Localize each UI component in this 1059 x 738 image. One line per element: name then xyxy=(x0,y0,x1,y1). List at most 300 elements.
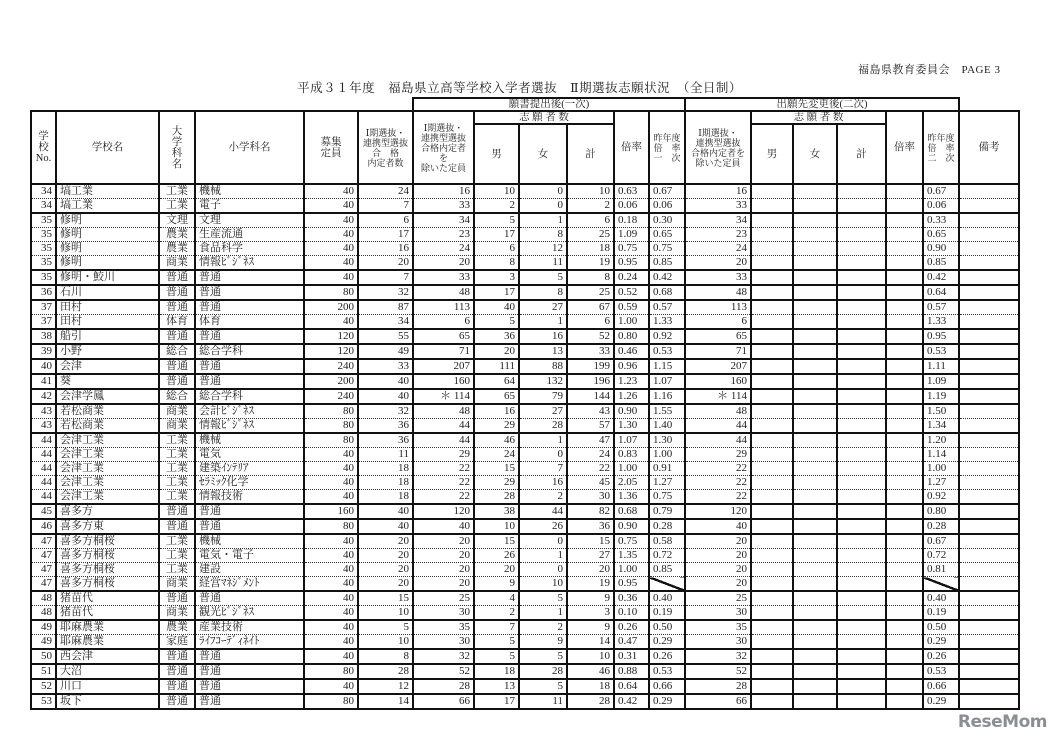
cell-prev-ratio-1: 0.53 xyxy=(649,664,685,679)
cell-ratio-1: 0.63 xyxy=(614,184,649,199)
cell-school-no: 48 xyxy=(31,591,56,606)
cell-prev-ratio-2 xyxy=(923,577,959,592)
cell-female-2 xyxy=(793,419,837,434)
cell-school-name: 会津学鳳 xyxy=(56,389,159,404)
cell-prev-ratio-2: 0.92 xyxy=(923,490,959,505)
cell-total-1: 46 xyxy=(567,664,614,679)
cell-passed-count: 8 xyxy=(358,649,413,664)
cell-total-2 xyxy=(837,490,886,505)
cell-total-1: 67 xyxy=(567,300,614,315)
cell-quota: 40 xyxy=(304,315,358,330)
cell-quota: 120 xyxy=(304,344,358,359)
cell-total-1: 30 xyxy=(567,490,614,505)
cell-remaining-capacity-1: 29 xyxy=(413,448,474,462)
cell-total-2 xyxy=(837,476,886,490)
cell-remaining-capacity-2: 44 xyxy=(685,419,751,434)
cell-remaining-capacity-1: 48 xyxy=(413,404,474,419)
cell-department: 普通 xyxy=(159,679,195,694)
table-row xyxy=(31,679,1019,694)
cell-remaining-capacity-2: 30 xyxy=(685,606,751,621)
cell-prev-ratio-1: 0.06 xyxy=(649,199,685,214)
cell-remaining-capacity-2: 65 xyxy=(685,329,751,344)
cell-passed-count: 32 xyxy=(358,285,413,300)
cell-prev-ratio-1: 0.42 xyxy=(649,270,685,285)
cell-total-1: 19 xyxy=(567,577,614,592)
cell-quota: 40 xyxy=(304,620,358,635)
cell-ratio-2 xyxy=(886,285,923,300)
cell-ratio-1: 0.64 xyxy=(614,679,649,694)
cell-male-1: 65 xyxy=(474,389,519,404)
cell-prev-ratio-1: 0.91 xyxy=(649,462,685,476)
cell-male-1: 8 xyxy=(474,256,519,271)
cell-school-no: 44 xyxy=(31,462,56,476)
cell-prev-ratio-1: 1.30 xyxy=(649,433,685,448)
cell-school-no: 47 xyxy=(31,549,56,563)
cell-department: 工業 xyxy=(159,199,195,214)
cell-course: 普通 xyxy=(195,694,304,709)
cell-notes xyxy=(959,549,1019,563)
cell-prev-ratio-1: 0.30 xyxy=(649,213,685,228)
cell-male-2 xyxy=(751,679,793,694)
cell-department: 普通 xyxy=(159,359,195,374)
cell-male-2 xyxy=(751,270,793,285)
cell-total-2 xyxy=(837,242,886,256)
cell-total-2 xyxy=(837,359,886,374)
cell-remaining-capacity-2: 113 xyxy=(685,300,751,315)
cell-school-no: 53 xyxy=(31,694,56,709)
cell-male-2 xyxy=(751,359,793,374)
cell-school-name: 猪苗代 xyxy=(56,591,159,606)
cell-ratio-1: 0.31 xyxy=(614,649,649,664)
cell-male-1: 15 xyxy=(474,534,519,549)
cell-ratio-2 xyxy=(886,213,923,228)
cell-prev-ratio-1: 0.65 xyxy=(649,228,685,242)
cell-remaining-capacity-2: 48 xyxy=(685,285,751,300)
cell-quota: 240 xyxy=(304,359,358,374)
cell-passed-count: 20 xyxy=(358,256,413,271)
cell-quota: 80 xyxy=(304,664,358,679)
cell-quota: 40 xyxy=(304,563,358,577)
cell-prev-ratio-2: 0.67 xyxy=(923,534,959,549)
cell-school-no: 51 xyxy=(31,664,56,679)
table-row xyxy=(31,329,1019,344)
cell-male-1: 5 xyxy=(474,315,519,330)
cell-total-2 xyxy=(837,448,886,462)
cell-male-1: 4 xyxy=(474,591,519,606)
cell-remaining-capacity-2: 52 xyxy=(685,664,751,679)
cell-school-no: 44 xyxy=(31,490,56,505)
cell-male-1: 2 xyxy=(474,199,519,214)
cell-female-2 xyxy=(793,606,837,621)
cell-male-2 xyxy=(751,256,793,271)
cell-male-1: 5 xyxy=(474,649,519,664)
cell-male-2 xyxy=(751,329,793,344)
cell-total-2 xyxy=(837,213,886,228)
cell-school-name: 喜多方桐桜 xyxy=(56,563,159,577)
table-row xyxy=(31,664,1019,679)
cell-ratio-2 xyxy=(886,419,923,434)
cell-male-2 xyxy=(751,549,793,563)
cell-female-1: 0 xyxy=(519,534,567,549)
cell-total-2 xyxy=(837,504,886,519)
cell-remaining-capacity-1: 120 xyxy=(413,504,474,519)
cell-female-1: 9 xyxy=(519,635,567,650)
cell-ratio-1: 0.95 xyxy=(614,577,649,592)
cell-total-2 xyxy=(837,519,886,534)
cell-male-2 xyxy=(751,374,793,389)
cell-female-1: 44 xyxy=(519,504,567,519)
cell-notes xyxy=(959,563,1019,577)
cell-notes xyxy=(959,490,1019,505)
cell-male-1: 64 xyxy=(474,374,519,389)
cell-male-2 xyxy=(751,448,793,462)
cell-quota: 40 xyxy=(304,270,358,285)
cell-ratio-2 xyxy=(886,315,923,330)
cell-course: 普通 xyxy=(195,504,304,519)
cell-female-2 xyxy=(793,679,837,694)
cell-passed-count: 40 xyxy=(358,389,413,404)
header-prev-ratio-2: 昨年度 倍 率 二 次 xyxy=(923,111,959,184)
cell-male-2 xyxy=(751,419,793,434)
cell-prev-ratio-1: 0.67 xyxy=(649,184,685,199)
cell-male-2 xyxy=(751,389,793,404)
cell-total-2 xyxy=(837,620,886,635)
cell-ratio-1: 0.75 xyxy=(614,242,649,256)
cell-prev-ratio-1: 0.75 xyxy=(649,242,685,256)
cell-female-1: 1 xyxy=(519,315,567,330)
cell-prev-ratio-2: 0.28 xyxy=(923,519,959,534)
cell-passed-count: 32 xyxy=(358,404,413,419)
cell-prev-ratio-2: 0.64 xyxy=(923,285,959,300)
cell-prev-ratio-1: 0.79 xyxy=(649,504,685,519)
cell-remaining-capacity-2: 23 xyxy=(685,228,751,242)
cell-school-name: 修明 xyxy=(56,228,159,242)
cell-total-1: 33 xyxy=(567,344,614,359)
cell-prev-ratio-2: 0.81 xyxy=(923,563,959,577)
cell-prev-ratio-1: 0.28 xyxy=(649,519,685,534)
cell-total-2 xyxy=(837,563,886,577)
cell-prev-ratio-2: 0.26 xyxy=(923,649,959,664)
cell-ratio-2 xyxy=(886,635,923,650)
cell-total-2 xyxy=(837,285,886,300)
cell-remaining-capacity-2: 22 xyxy=(685,476,751,490)
cell-quota: 40 xyxy=(304,649,358,664)
cell-school-name: 修明 xyxy=(56,213,159,228)
cell-school-no: 47 xyxy=(31,563,56,577)
cell-notes xyxy=(959,300,1019,315)
cell-male-1: 2 xyxy=(474,606,519,621)
cell-department: 農業 xyxy=(159,228,195,242)
cell-quota: 200 xyxy=(304,300,358,315)
cell-remaining-capacity-1: 20 xyxy=(413,256,474,271)
header-department: 大 学 科 名 xyxy=(159,111,195,184)
organization-page-label: 福島県教育委員会 PAGE 3 xyxy=(858,64,1001,76)
cell-male-1: 17 xyxy=(474,228,519,242)
cell-remaining-capacity-2: 40 xyxy=(685,519,751,534)
header-passed-count: Ⅰ期選抜・ 連携型選抜 合 格 内定者数 xyxy=(358,111,413,184)
cell-ratio-1: 0.52 xyxy=(614,285,649,300)
cell-department: 工業 xyxy=(159,534,195,549)
cell-notes xyxy=(959,285,1019,300)
cell-course: 電子 xyxy=(195,199,304,214)
cell-ratio-1: 1.30 xyxy=(614,419,649,434)
cell-prev-ratio-1: 0.72 xyxy=(649,549,685,563)
cell-remaining-capacity-1: 28 xyxy=(413,679,474,694)
cell-quota: 80 xyxy=(304,404,358,419)
cell-notes xyxy=(959,679,1019,694)
cell-notes xyxy=(959,591,1019,606)
cell-department: 体育 xyxy=(159,315,195,330)
cell-female-1: 27 xyxy=(519,300,567,315)
cell-remaining-capacity-1: 44 xyxy=(413,419,474,434)
cell-course: 情報技術 xyxy=(195,490,304,505)
cell-remaining-capacity-1: 22 xyxy=(413,462,474,476)
cell-passed-count: 20 xyxy=(358,549,413,563)
cell-school-name: 会津工業 xyxy=(56,490,159,505)
cell-total-2 xyxy=(837,184,886,199)
cell-prev-ratio-1: 0.26 xyxy=(649,649,685,664)
cell-total-1: 47 xyxy=(567,433,614,448)
cell-remaining-capacity-1: 6 xyxy=(413,315,474,330)
cell-notes xyxy=(959,476,1019,490)
cell-course: 建設 xyxy=(195,563,304,577)
cell-school-no: 35 xyxy=(31,228,56,242)
cell-course: 普通 xyxy=(195,664,304,679)
cell-quota: 80 xyxy=(304,285,358,300)
cell-school-no: 35 xyxy=(31,242,56,256)
cell-prev-ratio-1: 1.07 xyxy=(649,374,685,389)
cell-remaining-capacity-1: 66 xyxy=(413,694,474,709)
cell-school-name: 坂下 xyxy=(56,694,159,709)
cell-female-2 xyxy=(793,476,837,490)
cell-male-1: 9 xyxy=(474,577,519,592)
cell-passed-count: 18 xyxy=(358,462,413,476)
cell-total-1: 36 xyxy=(567,519,614,534)
cell-prev-ratio-2: 1.00 xyxy=(923,462,959,476)
header-male-2: 男 xyxy=(751,124,793,184)
cell-school-no: 49 xyxy=(31,620,56,635)
cell-prev-ratio-2: 1.14 xyxy=(923,448,959,462)
cell-course: 普通 xyxy=(195,359,304,374)
cell-male-1: 28 xyxy=(474,490,519,505)
cell-ratio-1: 0.24 xyxy=(614,270,649,285)
cell-total-2 xyxy=(837,649,886,664)
cell-notes xyxy=(959,199,1019,214)
header-total-1: 計 xyxy=(567,124,614,184)
cell-notes xyxy=(959,664,1019,679)
cell-course: 普通 xyxy=(195,591,304,606)
cell-total-1: 20 xyxy=(567,563,614,577)
cell-total-2 xyxy=(837,591,886,606)
cell-total-2 xyxy=(837,270,886,285)
cell-passed-count: 33 xyxy=(358,359,413,374)
cell-remaining-capacity-1: 20 xyxy=(413,534,474,549)
cell-school-name: 船引 xyxy=(56,329,159,344)
cell-remaining-capacity-1: 34 xyxy=(413,213,474,228)
cell-total-1: 25 xyxy=(567,285,614,300)
cell-school-no: 52 xyxy=(31,679,56,694)
cell-female-2 xyxy=(793,549,837,563)
cell-female-1: 2 xyxy=(519,620,567,635)
cell-remaining-capacity-2: 20 xyxy=(685,256,751,271)
cell-remaining-capacity-2: 28 xyxy=(685,679,751,694)
page-title-text: 平成３１年度 福島県立高等学校入学者選抜 Ⅱ期選抜志願状況 （全日制） xyxy=(297,81,742,95)
cell-notes xyxy=(959,448,1019,462)
cell-course: 普通 xyxy=(195,285,304,300)
cell-ratio-2 xyxy=(886,490,923,505)
cell-passed-count: 14 xyxy=(358,694,413,709)
cell-male-1: 10 xyxy=(474,184,519,199)
cell-total-1: 15 xyxy=(567,534,614,549)
cell-remaining-capacity-2: ＊ 114 xyxy=(685,389,751,404)
cell-school-name: 小野 xyxy=(56,344,159,359)
cell-ratio-2 xyxy=(886,184,923,199)
cell-ratio-1: 1.36 xyxy=(614,490,649,505)
cell-remaining-capacity-2: 120 xyxy=(685,504,751,519)
cell-prev-ratio-1: 1.33 xyxy=(649,315,685,330)
cell-total-1: 2 xyxy=(567,199,614,214)
cell-school-name: 田村 xyxy=(56,315,159,330)
cell-prev-ratio-1: 1.16 xyxy=(649,389,685,404)
cell-prev-ratio-2: 0.85 xyxy=(923,256,959,271)
cell-school-name: 塙工業 xyxy=(56,199,159,214)
cell-prev-ratio-1: 1.00 xyxy=(649,448,685,462)
cell-ratio-2 xyxy=(886,389,923,404)
cell-female-1: 13 xyxy=(519,344,567,359)
cell-school-no: 36 xyxy=(31,285,56,300)
cell-male-2 xyxy=(751,404,793,419)
cell-prev-ratio-2: 1.11 xyxy=(923,359,959,374)
cell-quota: 40 xyxy=(304,534,358,549)
cell-remaining-capacity-1: 33 xyxy=(413,199,474,214)
cell-school-name: 会津 xyxy=(56,359,159,374)
table-row xyxy=(31,649,1019,664)
cell-male-1: 111 xyxy=(474,359,519,374)
cell-passed-count: 34 xyxy=(358,315,413,330)
table-row xyxy=(31,300,1019,315)
cell-male-2 xyxy=(751,534,793,549)
cell-female-2 xyxy=(793,359,837,374)
cell-remaining-capacity-1: 30 xyxy=(413,606,474,621)
table-row xyxy=(31,285,1019,300)
cell-total-1: 82 xyxy=(567,504,614,519)
cell-ratio-2 xyxy=(886,620,923,635)
cell-passed-count: 20 xyxy=(358,534,413,549)
cell-department: 商業 xyxy=(159,419,195,434)
cell-ratio-2 xyxy=(886,563,923,577)
cell-department: 普通 xyxy=(159,300,195,315)
cell-total-1: 24 xyxy=(567,448,614,462)
cell-total-2 xyxy=(837,664,886,679)
cell-ratio-1: 0.83 xyxy=(614,448,649,462)
cell-female-2 xyxy=(793,228,837,242)
cell-male-1: 29 xyxy=(474,476,519,490)
cell-total-1: 8 xyxy=(567,270,614,285)
cell-notes xyxy=(959,649,1019,664)
cell-school-no: 35 xyxy=(31,256,56,271)
cell-prev-ratio-2: 0.42 xyxy=(923,270,959,285)
cell-course: 電気 xyxy=(195,448,304,462)
cell-ratio-1: 0.06 xyxy=(614,199,649,214)
header-female-2: 女 xyxy=(793,124,837,184)
cell-female-1: 79 xyxy=(519,389,567,404)
cell-notes xyxy=(959,389,1019,404)
cell-female-2 xyxy=(793,534,837,549)
cell-ratio-2 xyxy=(886,242,923,256)
cell-female-1: 5 xyxy=(519,591,567,606)
table-row xyxy=(31,344,1019,359)
cell-female-1: 7 xyxy=(519,462,567,476)
cell-female-2 xyxy=(793,620,837,635)
cell-total-2 xyxy=(837,300,886,315)
cell-male-1: 10 xyxy=(474,519,519,534)
cell-prev-ratio-1: 0.75 xyxy=(649,490,685,505)
cell-notes xyxy=(959,504,1019,519)
cell-prev-ratio-1: 0.85 xyxy=(649,563,685,577)
cell-ratio-1: 0.26 xyxy=(614,620,649,635)
cell-remaining-capacity-2: 20 xyxy=(685,563,751,577)
cell-notes xyxy=(959,635,1019,650)
cell-remaining-capacity-2: 71 xyxy=(685,344,751,359)
cell-school-no: 45 xyxy=(31,504,56,519)
cell-remaining-capacity-2: 33 xyxy=(685,199,751,214)
cell-course: 産業技術 xyxy=(195,620,304,635)
cell-school-name: 石川 xyxy=(56,285,159,300)
cell-total-1: 45 xyxy=(567,476,614,490)
cell-male-1: 20 xyxy=(474,563,519,577)
cell-notes xyxy=(959,694,1019,709)
cell-total-1: 43 xyxy=(567,404,614,419)
cell-passed-count: 10 xyxy=(358,606,413,621)
cell-total-2 xyxy=(837,315,886,330)
cell-course: 電気・電子 xyxy=(195,549,304,563)
cell-department: 工業 xyxy=(159,184,195,199)
cell-prev-ratio-1: 0.57 xyxy=(649,300,685,315)
header-male-1: 男 xyxy=(474,124,519,184)
cell-school-name: 修明 xyxy=(56,256,159,271)
cell-female-2 xyxy=(793,577,837,592)
cell-school-no: 34 xyxy=(31,199,56,214)
table-body xyxy=(31,184,1019,709)
cell-male-2 xyxy=(751,228,793,242)
cell-total-2 xyxy=(837,404,886,419)
cell-department: 総合 xyxy=(159,389,195,404)
cell-male-2 xyxy=(751,519,793,534)
cell-department: 農業 xyxy=(159,620,195,635)
cell-remaining-capacity-2: 32 xyxy=(685,649,751,664)
cell-department: 普通 xyxy=(159,329,195,344)
cell-female-1: 88 xyxy=(519,359,567,374)
cell-male-1: 26 xyxy=(474,549,519,563)
cell-school-name: 会津工業 xyxy=(56,462,159,476)
cell-female-1: 0 xyxy=(519,199,567,214)
cell-remaining-capacity-1: 207 xyxy=(413,359,474,374)
cell-school-no: 43 xyxy=(31,404,56,419)
cell-school-name: 西会津 xyxy=(56,649,159,664)
cell-ratio-2 xyxy=(886,534,923,549)
cell-male-2 xyxy=(751,664,793,679)
header-total-2: 計 xyxy=(837,124,886,184)
cell-school-name: 葵 xyxy=(56,374,159,389)
cell-total-2 xyxy=(837,199,886,214)
table-row xyxy=(31,433,1019,448)
cell-ratio-1: 0.47 xyxy=(614,635,649,650)
cell-prev-ratio-1: 1.27 xyxy=(649,476,685,490)
cell-notes xyxy=(959,359,1019,374)
header-remaining-capacity-1: Ⅰ期選抜・ 連携型選抜 合格内定者を 除いた定員 xyxy=(413,111,474,184)
cell-female-1: 11 xyxy=(519,256,567,271)
cell-remaining-capacity-1: 44 xyxy=(413,433,474,448)
